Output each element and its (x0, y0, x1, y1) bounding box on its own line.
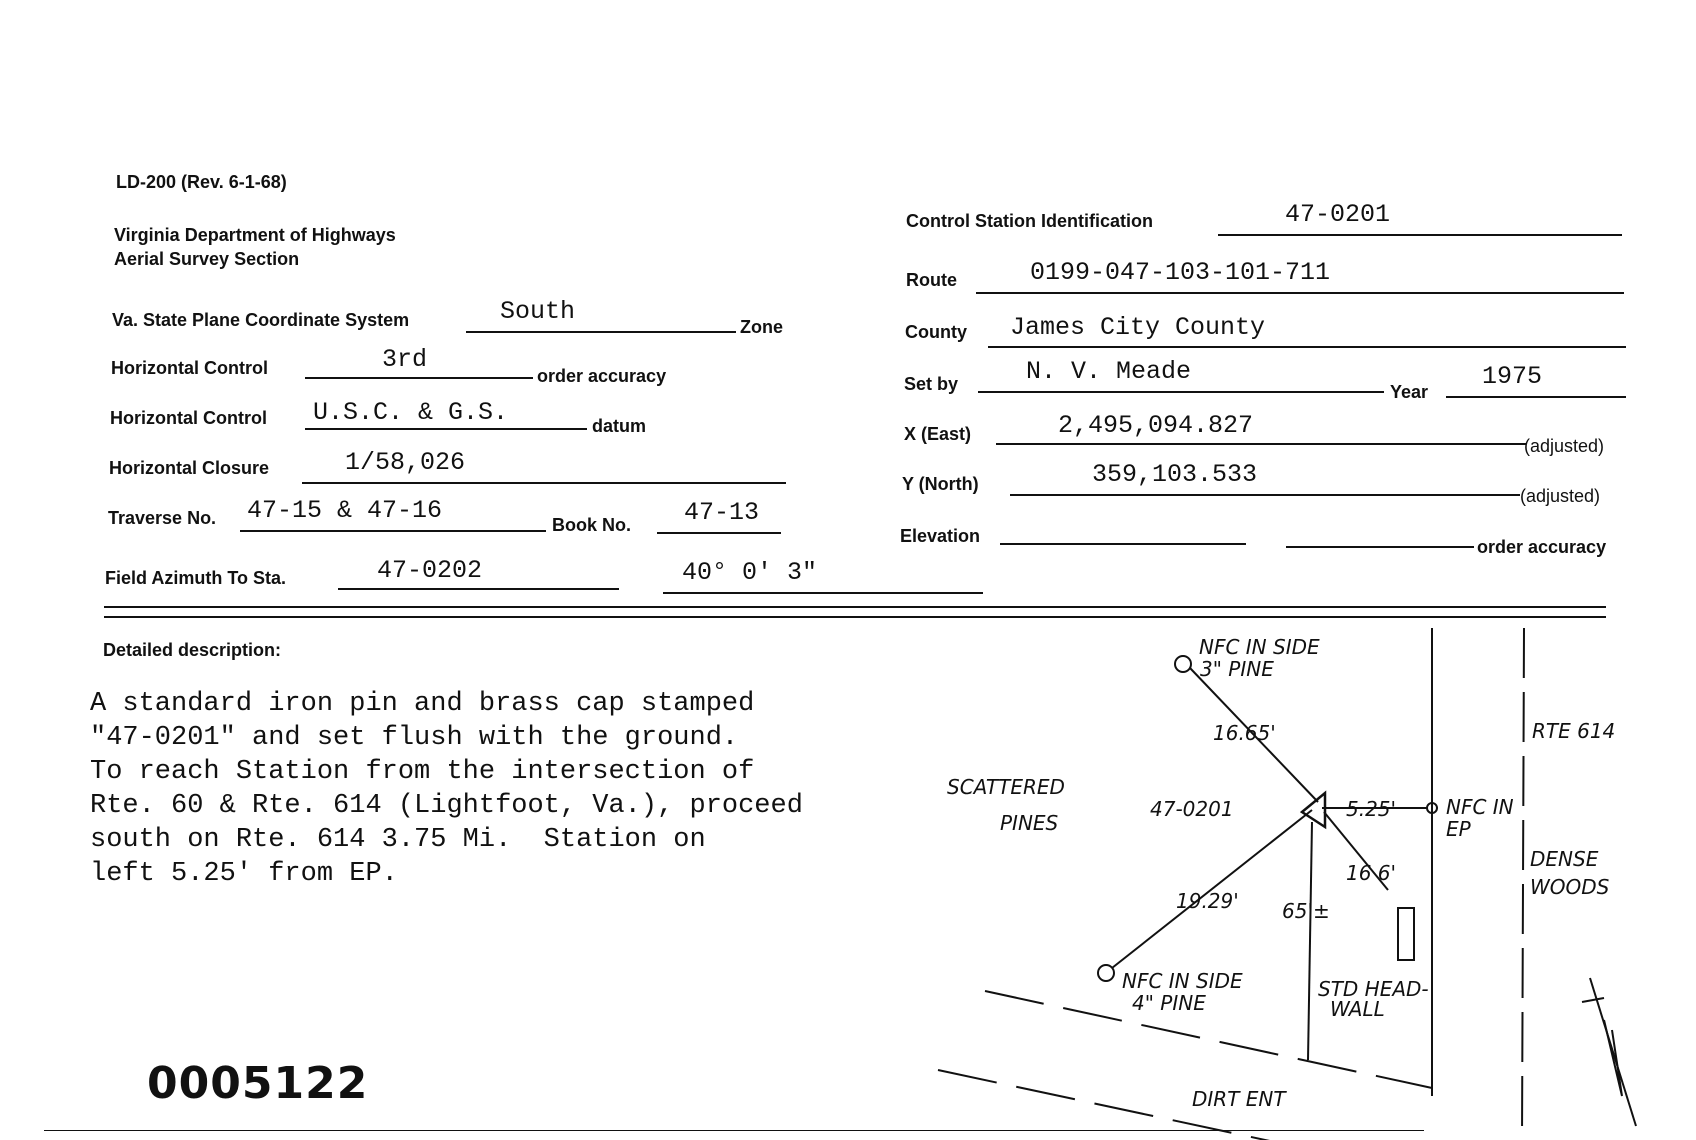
sketch-label: 65'± (1282, 899, 1330, 923)
road-edge-line (1522, 628, 1524, 1140)
closure-label: Horizontal Closure (109, 458, 270, 478)
agency-name: Virginia Department of Highways (114, 225, 396, 245)
sketch-label: 5.25' (1346, 797, 1397, 821)
sketch-label: WOODS (1530, 875, 1610, 899)
tie-line-road (1308, 822, 1312, 1060)
azimuth-station: 47-0202 (377, 556, 483, 585)
setby-label: Set by (904, 374, 959, 394)
setby-value: N. V. Meade (1026, 357, 1192, 386)
description-line: left 5.25' from EP. (90, 859, 398, 889)
book-label: Book No. (552, 515, 631, 535)
hc-order-value: 3rd (382, 345, 428, 374)
sketch-label: STD HEAD- (1318, 977, 1429, 1001)
description-line: "47-0201" and set flush with the ground. (90, 723, 739, 753)
datum-label: datum (592, 416, 646, 436)
coord-system-label: Va. State Plane Coordinate System (112, 310, 410, 330)
headwall-rect (1398, 908, 1414, 960)
traverse-value: 47-15 & 47-16 (247, 496, 443, 525)
hc-datum-value: U.S.C. & G.S. (313, 398, 509, 427)
sketch-label: DIRT ENT (1192, 1087, 1286, 1111)
form-number: LD-200 (Rev. 6-1-68) (116, 172, 287, 192)
sketch-label: SCATTERED (947, 775, 1065, 799)
book-value: 47-13 (684, 498, 760, 527)
azimuth-label: Field Azimuth To Sta. (105, 568, 286, 588)
csi-value: 47-0201 (1285, 200, 1391, 229)
y-value: 359,103.533 (1092, 460, 1258, 489)
north-arrow-tick (1582, 998, 1604, 1002)
elevation-label: Elevation (900, 526, 981, 546)
y-label: Y (North) (902, 474, 979, 494)
north-arrow-head (1604, 1020, 1622, 1096)
closure-value: 1/58,026 (345, 448, 466, 477)
y-adjusted-label: (adjusted) (1520, 486, 1601, 506)
zone-label: Zone (740, 317, 783, 337)
sketch-label: 47-0201 (1150, 797, 1234, 821)
pine-4in-circle (1098, 965, 1114, 981)
route-value: 0199-047-103-101-711 (1030, 258, 1331, 287)
sketch-label: DENSE (1530, 847, 1599, 871)
year-value: 1975 (1482, 362, 1543, 391)
sketch-label: WALL (1330, 997, 1385, 1021)
hc-order-label: Horizontal Control (111, 358, 268, 378)
hc-datum-label: Horizontal Control (110, 408, 267, 428)
sketch-label: 3" PINE (1200, 657, 1274, 681)
x-value: 2,495,094.827 (1058, 411, 1254, 440)
sketch-label: 19.29' (1176, 889, 1239, 913)
sketch-label: RTE 614 (1532, 719, 1616, 743)
description-line: Rte. 60 & Rte. 614 (Lightfoot, Va.), proceed (90, 791, 803, 821)
x-adjusted-label: (adjusted) (1524, 436, 1605, 456)
sketch-label: EP (1446, 817, 1471, 841)
csi-label: Control Station Identification (906, 211, 1153, 231)
county-label: County (905, 322, 967, 342)
sketch-labels (947, 635, 1615, 1111)
pine-3in-circle (1175, 656, 1191, 672)
bottom-scan-line (44, 1130, 1424, 1131)
county-value: James City County (1010, 313, 1266, 342)
description-label: Detailed description: (103, 640, 282, 660)
sketch-label: NFC IN SIDE (1122, 969, 1243, 993)
sketch-label: NFC IN SIDE (1199, 635, 1320, 659)
order-accuracy-label: order accuracy (537, 366, 667, 386)
coord-system-value: South (500, 297, 576, 326)
route-label: Route (906, 270, 957, 290)
document-stamp-number: 0005122 (147, 1058, 369, 1109)
year-label: Year (1390, 382, 1429, 402)
section-name: Aerial Survey Section (114, 249, 300, 269)
elevation-order-label: order accuracy (1477, 537, 1607, 557)
azimuth-value: 40° 0' 3" (682, 558, 818, 587)
traverse-label: Traverse No. (108, 508, 217, 528)
sketch-label: NFC IN (1446, 795, 1514, 819)
description-line: south on Rte. 614 3.75 Mi. Station on (90, 825, 706, 855)
x-label: X (East) (904, 424, 972, 444)
sketch-label: 16 6' (1346, 861, 1397, 885)
description-line: A standard iron pin and brass cap stamped (90, 689, 755, 719)
description-line: To reach Station from the intersection of (90, 757, 755, 787)
sketch-label: PINES (1000, 811, 1059, 835)
sketch-label: 16.65' (1213, 721, 1276, 745)
sketch-label: 4" PINE (1132, 991, 1206, 1015)
